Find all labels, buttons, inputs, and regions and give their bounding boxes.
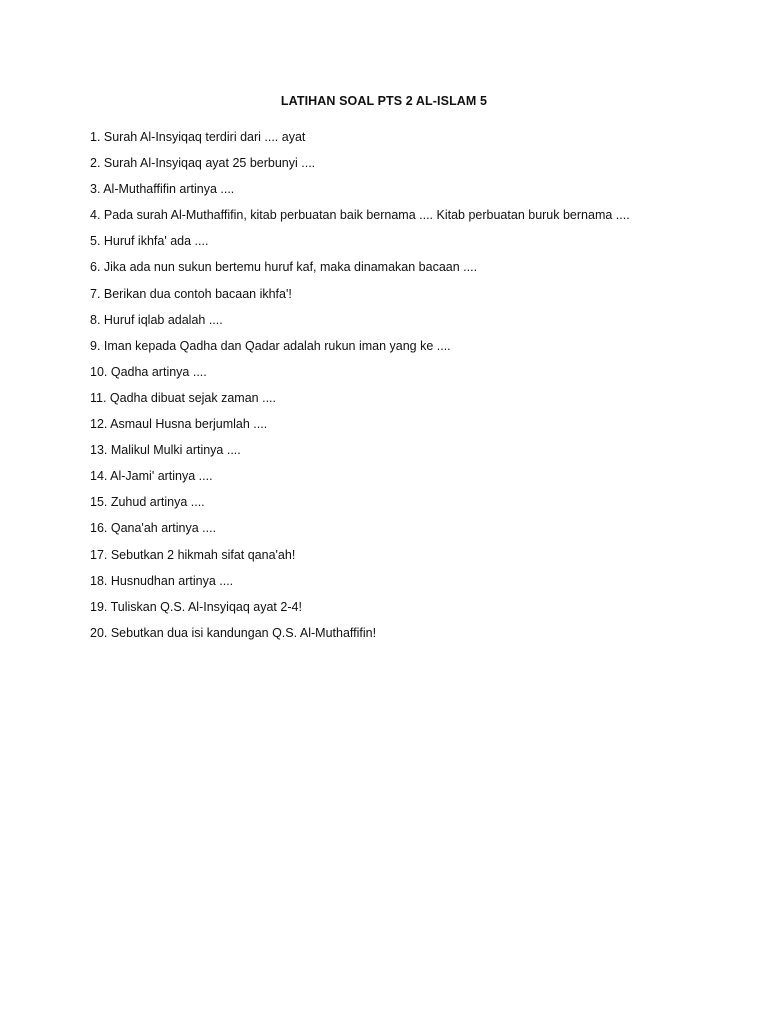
question-item-5: 5. Huruf ikhfa' ada ....	[90, 234, 209, 249]
question-item-15: 15. Zuhud artinya ....	[90, 495, 205, 510]
question-item-3: 3. Al-Muthaffifin artinya ....	[90, 182, 235, 197]
question-item-9: 9. Iman kepada Qadha dan Qadar adalah rukun iman yang ke ....	[90, 338, 451, 353]
question-item-10: 10. Qadha artinya ....	[90, 364, 207, 379]
question-item-2: 2. Surah Al-Insyiqaq ayat 25 berbunyi ....	[90, 156, 316, 171]
question-item-16: 16. Qana'ah artinya ....	[90, 521, 217, 536]
question-item-17: 17. Sebutkan 2 hikmah sifat qana'ah!	[90, 547, 296, 562]
question-item-14: 14. Al-Jami' artinya ....	[90, 469, 213, 484]
question-item-19: 19. Tuliskan Q.S. Al-Insyiqaq ayat 2-4!	[90, 599, 302, 614]
question-item-1: 1. Surah Al-Insyiqaq terdiri dari .... ayat	[90, 130, 306, 144]
question-item-13: 13. Malikul Mulki artinya ....	[90, 443, 241, 458]
question-item-4: 4. Pada surah Al-Muthaffifin, kitab perbuatan baik bernama .... Kitab perbuatan buruk bernama ....	[90, 208, 630, 223]
question-item-11: 11. Qadha dibuat sejak zaman ....	[90, 390, 276, 405]
question-item-12: 12. Asmaul Husna berjumlah ....	[90, 417, 268, 432]
question-item-8: 8. Huruf iqlab adalah ....	[90, 312, 223, 327]
question-item-20: 20. Sebutkan dua isi kandungan Q.S. Al-Muthaffifin!	[90, 625, 377, 640]
page-title: LATIHAN SOAL PTS 2 AL-ISLAM 5	[280, 94, 488, 108]
question-item-18: 18. Husnudhan artinya ....	[90, 573, 234, 588]
question-item-6: 6. Jika ada nun sukun bertemu huruf kaf, maka dinamakan bacaan ....	[90, 260, 478, 275]
question-list	[90, 128, 730, 650]
question-item-7: 7. Berikan dua contoh bacaan ikhfa'!	[90, 286, 292, 301]
